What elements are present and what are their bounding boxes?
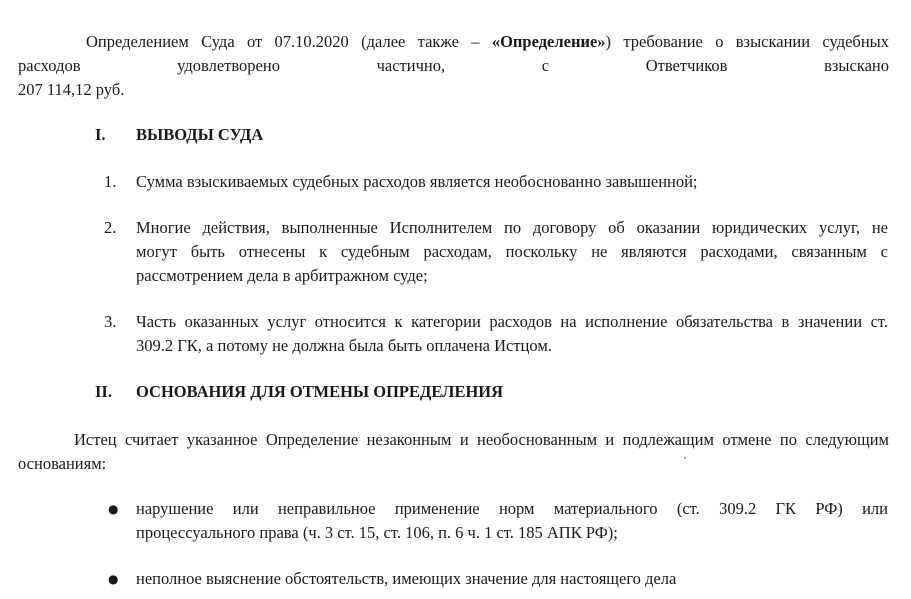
section-2-heading bbox=[0, 380, 911, 404]
list-item-text bbox=[136, 216, 888, 288]
list-item-line: Сумма взыскиваемых судебных расходов является необоснованно завышенной; bbox=[136, 172, 698, 191]
bullet-item-text bbox=[136, 497, 888, 545]
bullet-icon: ● bbox=[108, 572, 119, 586]
list-item-number: 3. bbox=[104, 312, 117, 331]
list-item-line: Многие действия, выполненные Исполнителем по договору об оказании юридических услуг, не bbox=[136, 218, 888, 237]
list-item-text bbox=[136, 310, 888, 358]
list-item-text bbox=[136, 170, 888, 194]
bullet-icon: ● bbox=[108, 502, 119, 516]
list-item-line: могут быть отнесены к судебным расходам, поскольку не являются расходами, связанным с bbox=[136, 242, 888, 261]
intro-line-2: расходов удовлетворено частично, с Ответчиков взыскано bbox=[18, 56, 889, 75]
list-item-line: Часть оказанных услуг относится к категории расходов на исполнение обязательства в значении ст. bbox=[136, 312, 888, 331]
section-2-intro-line-2: основаниям: bbox=[18, 454, 107, 473]
bullet-item-line: неполное выяснение обстоятельств, имеющих значение для настоящего дела bbox=[136, 569, 677, 588]
section-1-title: ВЫВОДЫ СУДА bbox=[136, 125, 264, 144]
intro-line-1-start: Определением Суда от 07.10.2020 (далее также – bbox=[86, 32, 492, 51]
scan-speck bbox=[684, 457, 686, 459]
list-item-number: 2. bbox=[104, 218, 117, 237]
section-2-intro-line-1: Истец считает указанное Определение незаконным и необоснованным и подлежащим отмене по следующим bbox=[74, 430, 889, 449]
section-1-number: I. bbox=[95, 125, 106, 144]
intro-paragraph bbox=[18, 30, 889, 102]
intro-line-1 bbox=[18, 30, 889, 54]
section-1-heading bbox=[0, 123, 911, 147]
intro-line-3: 207 114,12 руб. bbox=[18, 80, 125, 99]
intro-line-1-end: ) требование о взыскании судебных bbox=[605, 32, 889, 51]
bullet-item-line: нарушение или неправильное применение норм материального (ст. 309.2 ГК РФ) или bbox=[136, 499, 888, 518]
section-2-intro bbox=[18, 428, 889, 476]
bullet-item-line: процессуального права (ч. 3 ст. 15, ст. 106, п. 6 ч. 1 ст. 185 АПК РФ); bbox=[136, 523, 618, 542]
section-2-title: ОСНОВАНИЯ ДЛЯ ОТМЕНЫ ОПРЕДЕЛЕНИЯ bbox=[136, 382, 504, 401]
section-2-number: II. bbox=[95, 382, 112, 401]
definition-term: «Определение» bbox=[491, 32, 606, 51]
list-item-number: 1. bbox=[104, 172, 117, 191]
list-item-line: рассмотрением дела в арбитражном суде; bbox=[136, 266, 428, 285]
bullet-item-text bbox=[136, 567, 888, 591]
list-item-line: 309.2 ГК, а потому не должна была быть оплачена Истцом. bbox=[136, 336, 552, 355]
